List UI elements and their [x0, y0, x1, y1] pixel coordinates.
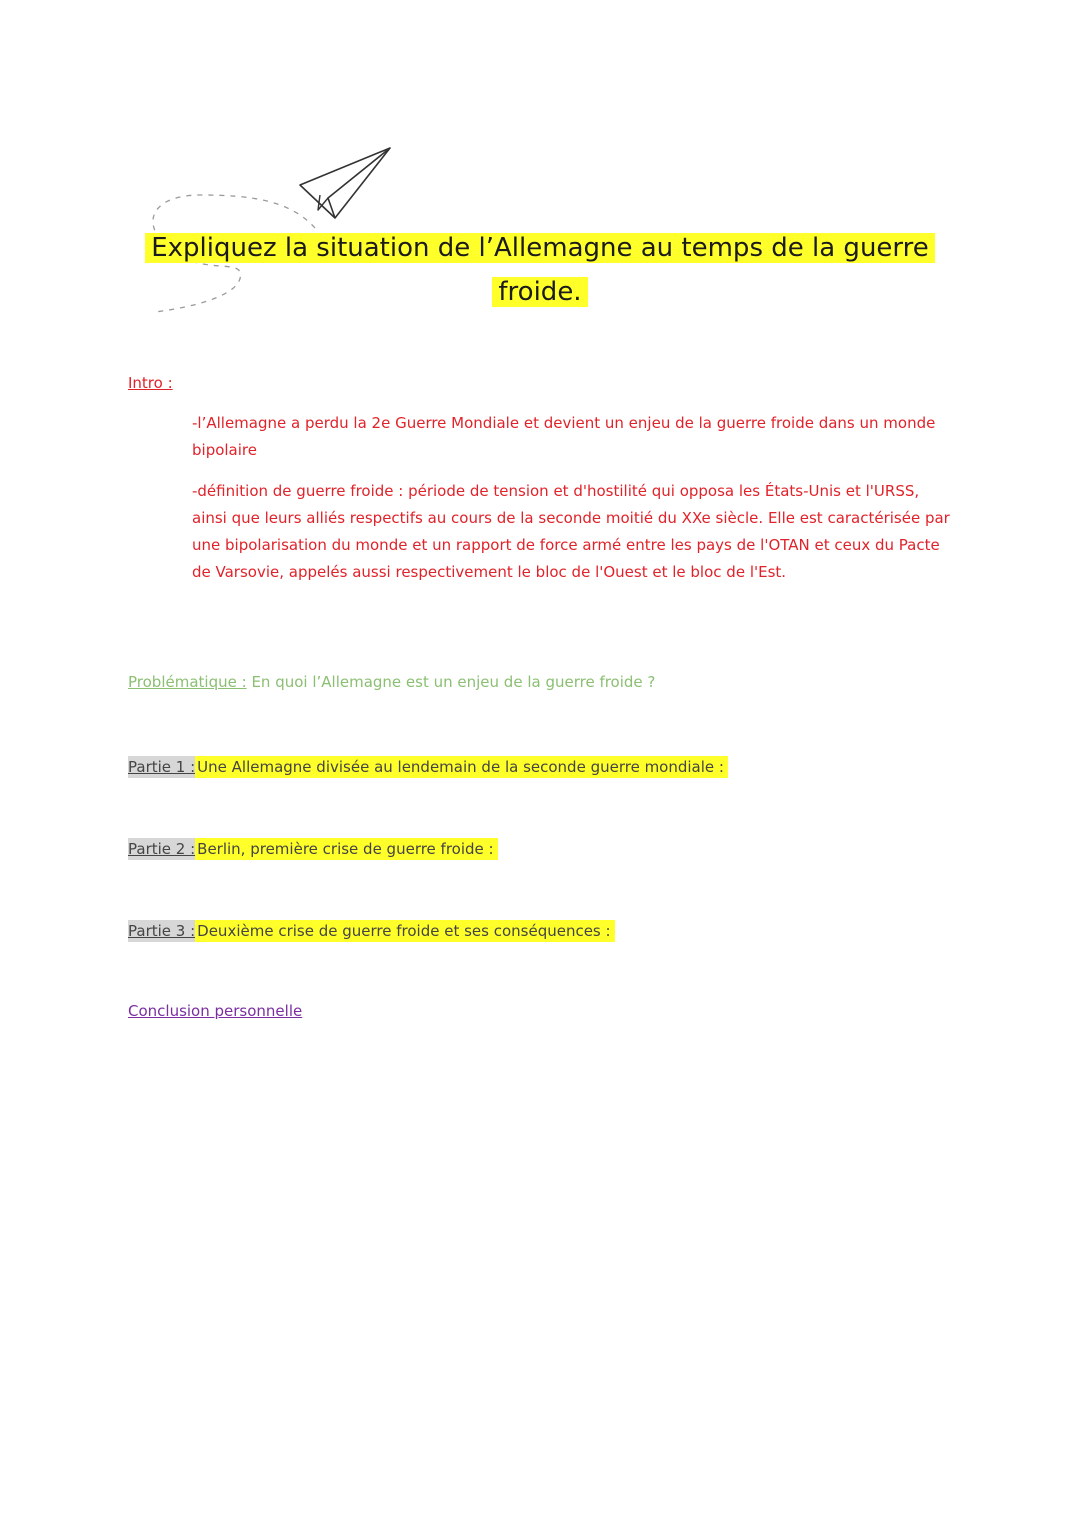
problematique — [128, 673, 655, 691]
partie-2 — [128, 836, 498, 862]
partie-2-label: Partie 2 : — [128, 840, 196, 858]
page-title — [128, 226, 952, 314]
conclusion-label: Conclusion personnelle — [128, 1002, 303, 1020]
problematique-text: En quoi l’Allemagne est un enjeu de la guerre froide ? — [251, 673, 656, 691]
intro-paragraph-1: -l’Allemagne a perdu la 2e Guerre Mondiale et devient un enjeu de la guerre froide dans un monde bipolaire — [192, 414, 936, 459]
partie-3-text: Deuxième crise de guerre froide et ses conséquences : — [195, 920, 614, 942]
partie-3 — [128, 918, 615, 944]
partie-3-label: Partie 3 : — [128, 922, 196, 940]
partie-2-text: Berlin, première crise de guerre froide : — [195, 838, 497, 860]
problematique-label: Problématique : — [128, 673, 247, 691]
title-line-2: froide. — [492, 277, 587, 307]
partie-1-text: Une Allemagne divisée au lendemain de la seconde guerre mondiale : — [195, 756, 728, 778]
intro-label: Intro : — [128, 374, 173, 392]
title-line-1: Expliquez la situation de l’Allemagne au temps de la guerre — [145, 233, 935, 263]
partie-1 — [128, 754, 728, 780]
intro-paragraph-2: -définition de guerre froide : période de tension et d'hostilité qui opposa les États-Unis et l'URSS, ainsi que leurs alliés respectifs au cours de la seconde moitié du XXe siècle. Elle est caractérisée par une bipolarisation du monde et un rapport de force armé entre les pays de l'OTAN et ceux du Pacte de Varsovie, appelés aussi respectivement le bloc de l'Ouest et le bloc de l'Est. — [192, 482, 950, 581]
partie-1-label: Partie 1 : — [128, 758, 196, 776]
